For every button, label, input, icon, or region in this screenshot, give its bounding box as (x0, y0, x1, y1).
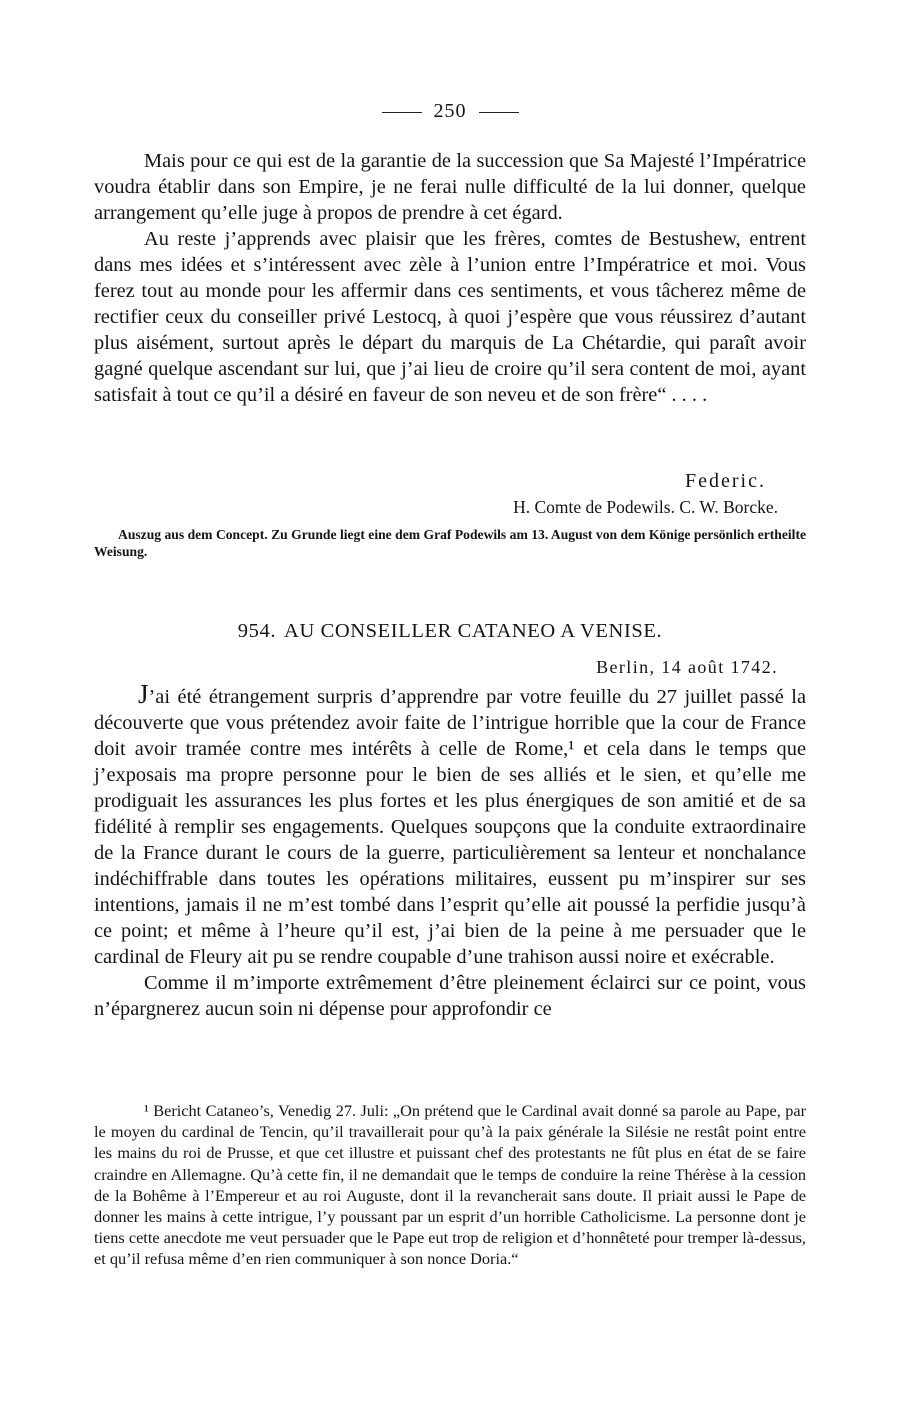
letter-body (94, 679, 806, 1022)
page-number (0, 100, 900, 123)
source-note (94, 526, 806, 560)
initial-letter: J (138, 679, 149, 709)
letter-number: 954. (237, 620, 277, 642)
source-note-text: Auszug aus dem Concept. Zu Grunde liegt eine dem Graf Podewils am 13. August von dem Könige persönlich ertheilte Weisung. (94, 527, 806, 559)
letter-paragraph-1 (94, 679, 806, 970)
letter-dateline: Berlin, 14 août 1742. (596, 657, 778, 677)
continuation-paragraph-1: Mais pour ce qui est de la garantie de la succession que Sa Majesté l’Impératrice voudra établir dans son Empire, je ne ferai nulle difficulté de la lui donner, quelque arrangement qu’elle juge à propos de prendre à cet égard. (94, 150, 806, 224)
rule-left (382, 112, 422, 113)
page-number-text: 250 (433, 100, 467, 122)
letter-title: AU CONSEILLER CATANEO A VENISE. (284, 620, 663, 642)
footnote-text: ¹ Bericht Cataneo’s, Venedig 27. Juli: „On prétend que le Cardinal avait donné sa parole au Pape, par le moyen du cardinal de Tencin, qu’il travaillerait pour qu’à la paix générale la Silésie ne restât point entre les mains du roi de Prusse, et que cet illustre et puissant chef des protestants ne fût plus en état de se faire craindre en Allemagne. Qu’à cette fin, il ne demandait que le temps de conduire la reine Thérèse à la cession de la Bohême à l’Empereur et au roi Auguste, dont il la revancherait sans doute. Il priait aussi le Pape de donner les mains à cette intrigue, l’y poussant par un esprit d’un horrible Catholicisme. La personne dont je tiens cette anecdote me veut persuader que le Pape eut trop de religion et d’honnêteté pour tremper là-dessus, et qu’il refusa même d’en rien communiquer à son nonce Doria.“ (94, 1101, 806, 1269)
letter-paragraph-1-text: ’ai été étrangement surpris d’apprendre par votre feuille du 27 juillet passé la découverte que vous prétendez avoir faite de l’intrigue horrible que la cour de France doit avoir tramée contre mes intérêts à celle de Rome,¹ et cela dans le temps que j’exposais ma propre personne pour le bien de ses alliés et le sien, et qu’elle me prodiguait les assurances les plus fortes et les plus énergiques de son amitié et de sa fidélité à remplir ses engagements. Quelques soupçons que la conduite extraordinaire de la France durant le cours de la guerre, particulièrement sa lenteur et nonchalance indéchiffrable dans toutes les opérations militaires, eussent pu m’inspirer sur ses intentions, jamais il ne m’est tombé dans l’esprit qu’elle ait poussé la perfidie jusqu’à ce point; et même à l’heure qu’il est, j’ai bien de la peine à me persuader que le cardinal de Fleury ait pu se rendre coupable d’une trahison aussi noire et exécrable. (94, 686, 806, 968)
letter-heading (0, 620, 900, 643)
footnote (94, 1100, 806, 1270)
letter-paragraph-2: Comme il m’importe extrêmement d’être pleinement éclairci sur ce point, vous n’épargnerez aucun soin ni dépense pour approfondir ce (94, 972, 806, 1020)
signature: Federic. (685, 470, 766, 492)
continuation-text (94, 148, 806, 408)
countersignature: H. Comte de Podewils. C. W. Borcke. (513, 497, 778, 517)
continuation-paragraph-2: Au reste j’apprends avec plaisir que les frères, comtes de Bestushew, entrent dans mes idées et s’intéressent avec zèle à l’union entre l’Impératrice et moi. Vous ferez tout au monde pour les affermir dans ces sentiments, et vous tâcherez même de rectifier ceux du conseiller privé Lestocq, à quoi j’espère que vous réussirez d’autant plus aisément, surtout après le départ du marquis de La Chétardie, qui paraît avoir gagné quelque ascendant sur lui, que j’ai lieu de croire qu’il sera content de moi, ayant satisfait à tout ce qu’il a désiré en faveur de son neveu et de son frère“ . . . . (94, 228, 806, 406)
rule-right (479, 112, 519, 113)
